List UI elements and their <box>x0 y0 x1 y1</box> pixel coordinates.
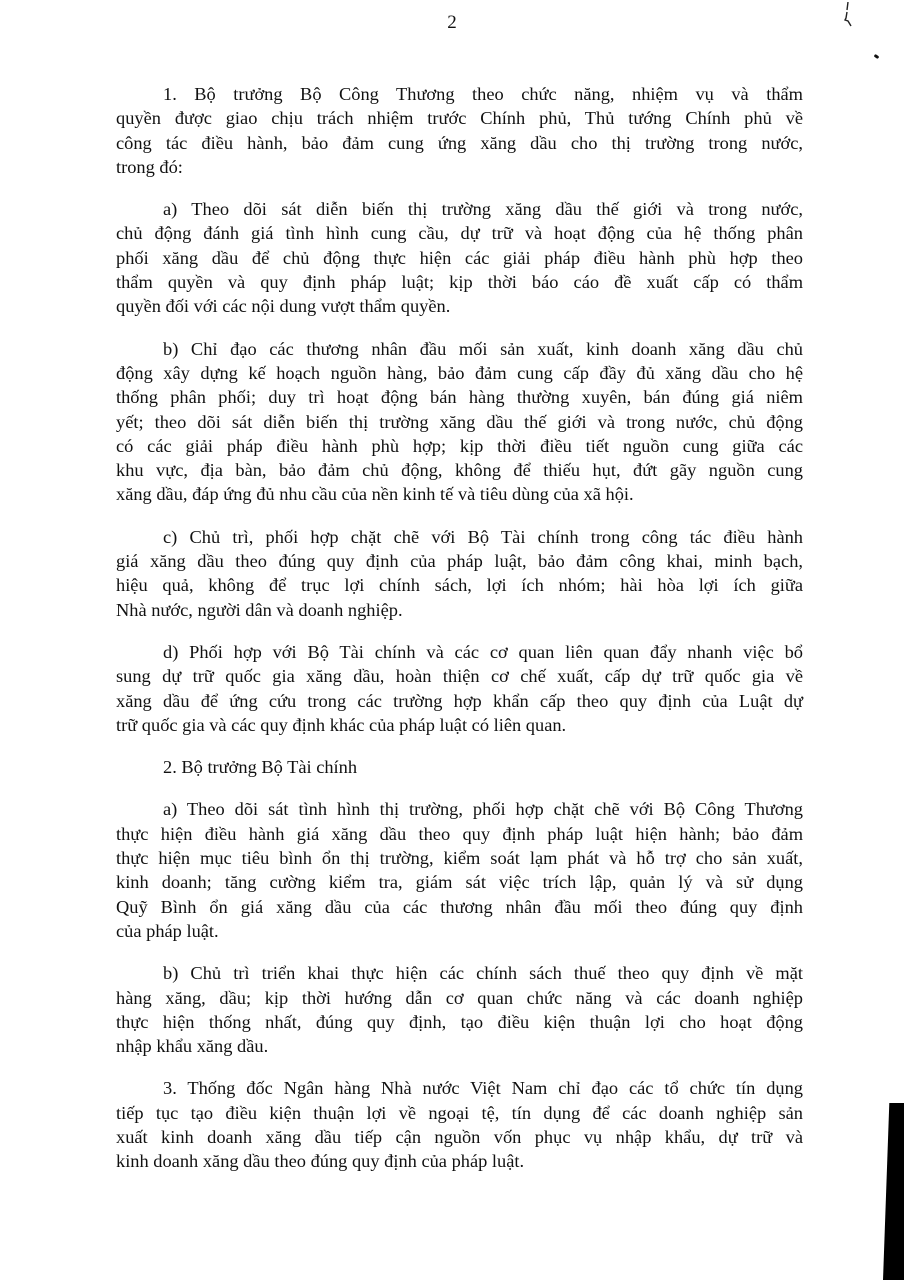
text-line: của pháp luật. <box>116 920 219 941</box>
document-body <box>116 82 803 1192</box>
scan-shadow-edge <box>883 1103 904 1280</box>
text-line: thực hiện mục tiêu bình ổn thị trường, kiểm soát lạm phát và hỗ trợ cho sản xuất, <box>116 848 803 869</box>
text-line: xăng dầu, đáp ứng đủ nhu cầu của nền kinh tế và tiêu dùng của xã hội. <box>116 484 634 505</box>
text-line: d) Phối hợp với Bộ Tài chính và các cơ quan liên quan đẩy nhanh việc bổ <box>163 641 803 662</box>
heading-item-2 <box>116 755 803 779</box>
text-line: kinh doanh; tăng cường kiểm tra, giám sát việc trích lập, quản lý và sử dụng <box>116 872 803 893</box>
page-number: 2 <box>447 12 457 33</box>
text-line: xuất kinh doanh xăng dầu tiếp cận nguồn vốn phục vụ nhập khẩu, dự trữ và <box>116 1126 803 1147</box>
paragraph-item-2b <box>116 961 803 1058</box>
text-line: thống phân phối; duy trì hoạt động bán hàng thường xuyên, bán đúng giá niêm <box>116 387 803 408</box>
text-line: xăng dầu để ứng cứu trong các trường hợp khẩn cấp theo quy định của Luật dự <box>116 690 803 711</box>
text-line: thực hiện thống nhất, đúng quy định, tạo điều kiện thuận lợi cho hoạt động <box>116 1011 803 1032</box>
paragraph-item-2a <box>116 797 803 943</box>
text-line: hàng xăng, dầu; kịp thời hướng dẫn cơ quan chức năng và các doanh nghiệp <box>116 987 803 1008</box>
paragraph-item-1 <box>116 82 803 179</box>
text-line: quyền đối với các nội dung vượt thẩm quyền. <box>116 296 451 317</box>
paragraph-item-3 <box>116 1076 803 1173</box>
text-line: có các giải pháp điều hành phù hợp; kịp thời điều tiết nguồn cung giữa các <box>116 435 803 456</box>
scan-artifact-mark <box>842 2 854 28</box>
text-line: quyền được giao chịu trách nhiệm trước Chính phủ, Thủ tướng Chính phủ về <box>116 108 803 129</box>
text-line: chủ động đánh giá tình hình cung cầu, dự trữ và hoạt động của hệ thống phân <box>116 223 803 244</box>
text-line: b) Chủ trì triển khai thực hiện các chính sách thuế theo quy định về mặt <box>163 963 803 984</box>
scan-artifact-dot <box>874 54 880 59</box>
text-line: a) Theo dõi sát tình hình thị trường, phối hợp chặt chẽ với Bộ Công Thương <box>163 799 803 820</box>
text-line: sung dự trữ quốc gia xăng dầu, hoàn thiện cơ chế xuất, cấp dự trữ quốc gia về <box>116 666 803 687</box>
text-line: động xây dựng kế hoạch nguồn hàng, bảo đảm cung cấp đầy đủ xăng dầu cho hệ <box>116 362 803 383</box>
text-line: b) Chỉ đạo các thương nhân đầu mối sản xuất, kinh doanh xăng dầu chủ <box>163 338 803 359</box>
text-line: trữ quốc gia và các quy định khác của pháp luật có liên quan. <box>116 714 567 735</box>
paragraph-item-1d <box>116 640 803 737</box>
text-line: hiệu quả, không để trục lợi chính sách, lợi ích nhóm; hài hòa lợi ích giữa <box>116 575 803 596</box>
text-line: c) Chủ trì, phối hợp chặt chẽ với Bộ Tài chính trong công tác điều hành <box>163 526 803 547</box>
text-line: Nhà nước, người dân và doanh nghiệp. <box>116 599 403 620</box>
text-line: kinh doanh xăng dầu theo đúng quy định của pháp luật. <box>116 1151 525 1172</box>
text-line: Quỹ Bình ổn giá xăng dầu của các thương nhân đầu mối theo đúng quy định <box>116 896 803 917</box>
text-line: trong đó: <box>116 156 183 177</box>
text-line: a) Theo dõi sát diễn biến thị trường xăng dầu thế giới và trong nước, <box>163 199 803 220</box>
text-line: 3. Thống đốc Ngân hàng Nhà nước Việt Nam chỉ đạo các tổ chức tín dụng <box>163 1078 803 1099</box>
text-line: giá xăng dầu theo đúng quy định của pháp luật, bảo đảm công khai, minh bạch, <box>116 551 803 572</box>
paragraph-item-1a <box>116 197 803 318</box>
text-line: công tác điều hành, bảo đảm cung ứng xăng dầu cho thị trường trong nước, <box>116 132 803 153</box>
paragraph-item-1c <box>116 525 803 622</box>
paragraph-item-1b <box>116 337 803 507</box>
section-heading: 2. Bộ trưởng Bộ Tài chính <box>163 757 358 778</box>
text-line: khu vực, địa bàn, bảo đảm chủ động, không để thiếu hụt, đứt gãy nguồn cung <box>116 460 803 481</box>
text-line: tiếp tục tạo điều kiện thuận lợi về ngoại tệ, tín dụng để các doanh nghiệp sản <box>116 1102 803 1123</box>
text-line: phối xăng dầu để chủ động thực hiện các giải pháp điều hành phù hợp theo <box>116 247 803 268</box>
text-line: 1. Bộ trưởng Bộ Công Thương theo chức năng, nhiệm vụ và thẩm <box>163 84 803 104</box>
text-line: thực hiện điều hành giá xăng dầu theo quy định pháp luật hiện hành; bảo đảm <box>116 823 803 844</box>
text-line: yết; theo dõi sát diễn biến thị trường xăng dầu thế giới và trong nước, chủ động <box>116 411 803 432</box>
text-line: thẩm quyền và quy định pháp luật; kịp thời báo cáo đề xuất cấp có thẩm <box>116 272 803 293</box>
text-line: nhập khẩu xăng dầu. <box>116 1036 269 1057</box>
